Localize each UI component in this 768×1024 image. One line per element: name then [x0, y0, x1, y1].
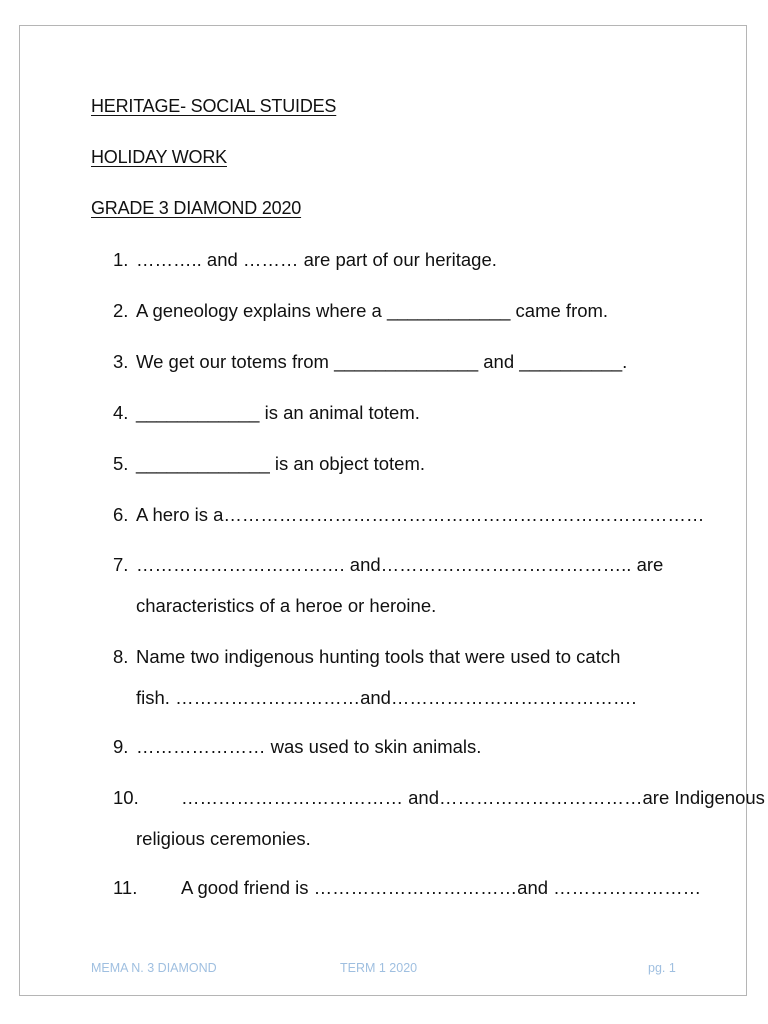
question-number: 5. [113, 453, 129, 474]
question-number: 4. [113, 402, 129, 423]
question-text: _____________ is an object totem. [136, 453, 426, 474]
question-text: We get our totems from ______________ and __________. [136, 351, 628, 372]
document-grade: GRADE 3 DIAMOND 2020 [91, 198, 302, 218]
footer-page-number: pg. 1 [648, 961, 676, 975]
question-number: 1. [113, 249, 129, 270]
document-title: HERITAGE- SOCIAL STUIDES [91, 96, 337, 116]
question-text: A good friend is ……………………………and …………………… [181, 877, 702, 898]
question-number: 2. [113, 300, 129, 321]
question-number: 3. [113, 351, 129, 372]
question-text: ………………… was used to skin animals. [136, 736, 482, 757]
question-text: Name two indigenous hunting tools that were used to catch [136, 646, 621, 667]
question-text: ……….. and ……… are part of our heritage. [136, 249, 497, 270]
question-text-continued: characteristics of a heroe or heroine. [136, 594, 437, 616]
question-text-continued: religious ceremonies. [136, 827, 311, 849]
question-text: ……………………………. and………………………………….. are [136, 554, 664, 575]
question-text: ____________ is an animal totem. [136, 402, 420, 423]
footer-left: MEMA N. 3 DIAMOND [91, 961, 217, 975]
question-number: 10. [113, 787, 139, 808]
question-text-continued: fish. …………………………and…………………………………. [136, 686, 637, 708]
question-text: ……………………………… and……………………………are Indigenous [181, 787, 765, 808]
question-number: 7. [113, 554, 129, 575]
question-number: 6. [113, 504, 129, 525]
document-subtitle: HOLIDAY WORK [91, 147, 227, 167]
question-number: 8. [113, 646, 129, 667]
document-page [19, 25, 765, 996]
question-text: A hero is a…………………………………………………………………… [136, 504, 705, 525]
question-text: A geneology explains where a ____________ came from. [136, 300, 609, 321]
question-number: 9. [113, 736, 129, 757]
question-number: 11. [113, 877, 138, 898]
footer-center: TERM 1 2020 [340, 961, 418, 975]
